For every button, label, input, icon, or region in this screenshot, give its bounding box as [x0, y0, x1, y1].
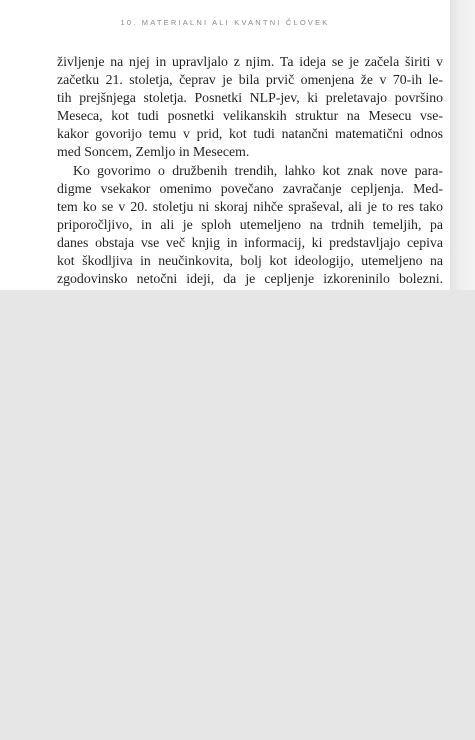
text-line: Ko govorimo o družbenih trendih, lahko kot znak nove para-	[73, 162, 443, 178]
page-edge-shadow	[450, 0, 475, 290]
text-line: med Soncem, Zemljo in Mesecem.	[57, 144, 250, 160]
paragraph-2	[57, 162, 443, 289]
text-line: danes obstaja vse več knjig in informacij, ki predstavljajo cepiva	[57, 234, 443, 250]
unloaded-area	[0, 290, 475, 740]
text-line: Meseca, kot tudi posnetki velikanskih struktur na Mesecu vse-	[57, 108, 443, 124]
paragraph-1	[57, 53, 443, 162]
text-line: priporočljivo, in ali je sploh utemeljeno na trdnih temeljih, pa	[57, 216, 443, 232]
text-line: kakor govorijo temu v prid, kot tudi natančni matematični odnos	[57, 126, 443, 142]
text-line: digme vsekakor omenimo povečano zavračanje cepljenja. Med-	[57, 180, 443, 196]
text-line: kot škodljiva in neučinkovita, bolj kot ideologijo, utemeljeno na	[57, 253, 443, 269]
body-text	[57, 53, 443, 288]
text-line: tem ko se v 20. stoletju ni skoraj nihče spraševal, ali je to res tako	[57, 198, 443, 214]
text-line: življenje na njej in upravljalo z njim. Ta ideja se je začela širiti v	[57, 54, 443, 69]
text-line: tih prejšnjega stoletja. Posnetki NLP-jev, ki preletavajo površino	[57, 90, 443, 106]
text-line: zgodovinsko netočni ideji, da je cepljenje izkoreninilo bolezni.	[57, 271, 443, 287]
book-page	[0, 0, 450, 290]
text-line: začetku 21. stoletja, čeprav je bila prvič omenjena že v 70-ih le-	[57, 72, 443, 88]
running-header: 10. MATERIALNI ALI KVANTNI ČLOVEK	[120, 18, 330, 27]
